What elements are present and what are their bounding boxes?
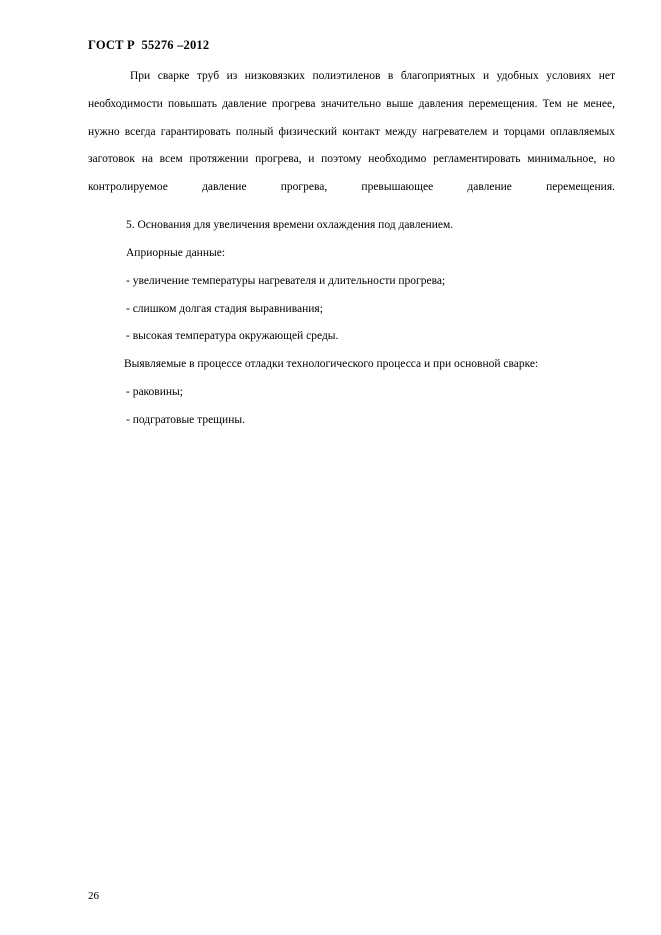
body-paragraph-1: При сварке труб из низковязких полиэтиленов в благоприятных и удобных условиях нет необходимости повышать давление прогрева значительно выше давления перемещения. Тем не менее, нужно всегда гарантировать полный физический контакт между нагревателем и торцами оплавляемых заготовок на всем протяжении прогрева, и поэтому необходимо регламентировать минимальное, но контролируемое давление прогрева, превышающее давление перемещения. <box>88 70 615 194</box>
list-item-detected-heading: Выявляемые в процессе отладки технологического процесса и при основной сварке: <box>124 358 539 371</box>
page-number: 26 <box>88 890 99 902</box>
list-item-subbead-cracks: - подгратовые трещины. <box>126 413 245 426</box>
list-item-apriori-heading: Априорные данные: <box>126 246 226 259</box>
list-item-reasons-heading: 5. Основания для увеличения времени охлаждения под давлением. <box>126 219 454 232</box>
list-item-cavities: - раковины; <box>126 386 183 399</box>
list-item-long-equalization: - слишком долгая стадия выравнивания; <box>126 302 323 315</box>
list-item-temperature-increase: - увеличение температуры нагревателя и длительности прогрева; <box>126 274 446 287</box>
list-item-high-ambient-temperature: - высокая температура окружающей среды. <box>126 330 339 343</box>
document-standard-header: ГОСТ Р 55276 –2012 <box>88 38 210 52</box>
paragraph-spacer <box>88 202 615 212</box>
